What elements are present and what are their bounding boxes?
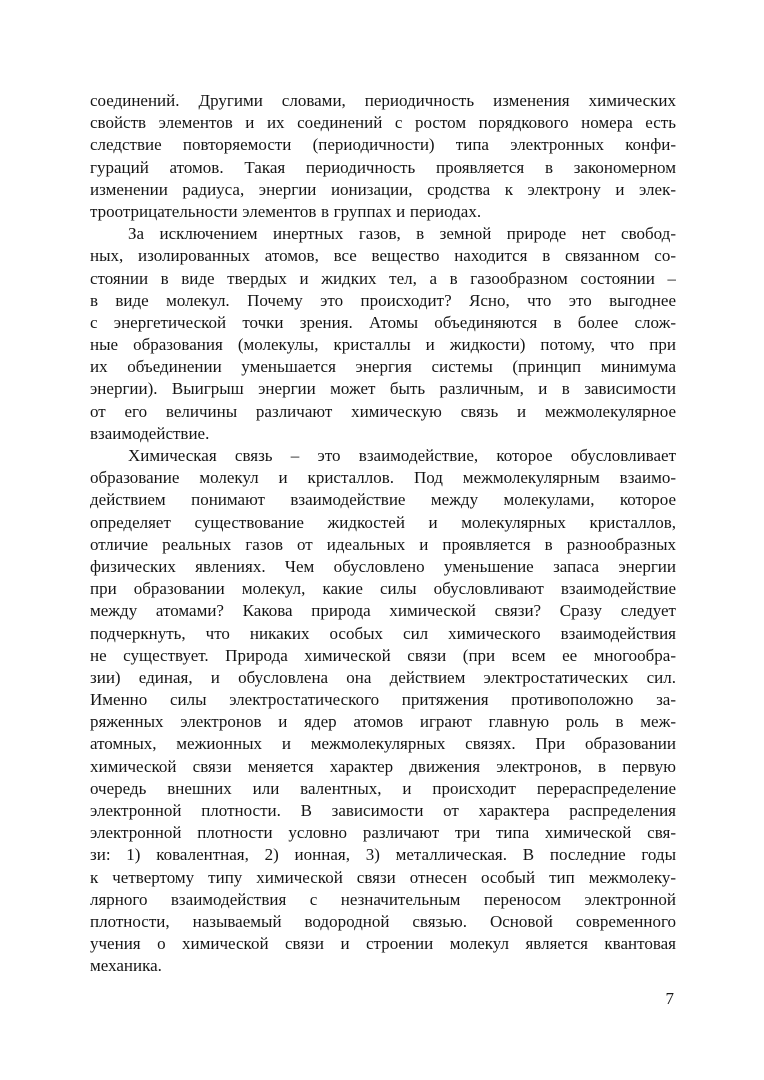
text-line: электронной плотности условно различают три типа химической свя-	[90, 823, 676, 843]
text-line: в виде молекул. Почему это происходит? Ясно, что это выгоднее	[90, 290, 676, 310]
text-line: при образовании молекул, какие силы обусловливают взаимодействие	[90, 579, 676, 599]
text-line: Химическая связь – это взаимодействие, которое обусловливает	[128, 446, 676, 465]
text-line: стоянии в виде твердых и жидких тел, а в газообразном состоянии –	[90, 268, 676, 288]
text-line: плотности, называемый водородной связью. Основой современного	[90, 911, 676, 931]
text-line: учения о химической связи и строении молекул является квантовая	[90, 934, 676, 954]
text-line: подчеркнуть, что никаких особых сил химического взаимодействия	[90, 623, 676, 643]
text-line: образование молекул и кристаллов. Под межмолекулярным взаимо-	[90, 468, 676, 488]
text-line: За исключением инертных газов, в земной природе нет свобод-	[128, 224, 676, 244]
paragraph	[90, 445, 676, 978]
text-line: их объединении уменьшается энергия системы (принцип минимума	[90, 357, 676, 377]
text-line: ные образования (молекулы, кристаллы и жидкости) потому, что при	[90, 335, 676, 355]
text-line: механика.	[90, 956, 162, 976]
paragraph	[90, 223, 676, 445]
text-line: изменении радиуса, энергии ионизации, сродства к электрону и элек-	[90, 179, 676, 199]
text-line: энергии). Выигрыш энергии может быть различным, и в зависимости	[90, 379, 676, 399]
page-number: 7	[665, 989, 674, 1008]
text-line: Именно силы электростатического притяжения противоположно за-	[90, 690, 676, 710]
text-line: троотрицательности элементов в группах и периодах.	[90, 201, 482, 221]
text-line: отличие реальных газов от идеальных и проявляется в разнообразных	[90, 534, 676, 554]
text-line: к четвертому типу химической связи отнесен особый тип межмолеку-	[90, 867, 676, 887]
text-line: физических явлениях. Чем обусловлено уменьшение запаса энергии	[90, 556, 676, 576]
text-line: действием понимают взаимодействие между молекулами, которое	[90, 490, 676, 510]
text-line: зии) единая, и обусловлена она действием электростатических сил.	[90, 667, 676, 687]
text-line: следствие повторяемости (периодичности) типа электронных конфи-	[90, 135, 676, 155]
text-line: лярного взаимодействия с незначительным переносом электронной	[90, 889, 676, 909]
text-line: определяет существование жидкостей и молекулярных кристаллов,	[90, 512, 676, 532]
text-line: химической связи меняется характер движения электронов, в первую	[90, 756, 676, 776]
text-line: зи: 1) ковалентная, 2) ионная, 3) металлическая. В последние годы	[90, 845, 676, 865]
paragraph	[90, 90, 676, 223]
text-line: не существует. Природа химической связи (при всем ее многообра-	[90, 645, 676, 665]
text-line: атомных, межионных и межмолекулярных связях. При образовании	[90, 734, 676, 754]
text-line: взаимодействие.	[90, 423, 210, 443]
text-line: очередь внешних или валентных, и происходит перераспределение	[90, 778, 676, 798]
text-line: с энергетической точки зрения. Атомы объединяются в более слож-	[90, 312, 676, 332]
text-line: между атомами? Какова природа химической связи? Сразу следует	[90, 601, 676, 621]
text-line: соединений. Другими словами, периодичность изменения химических	[90, 91, 676, 110]
text-line: ных, изолированных атомов, все вещество находится в связанном со-	[90, 246, 676, 266]
text-line: гураций атомов. Такая периодичность проявляется в закономерном	[90, 157, 676, 177]
text-line: электронной плотности. В зависимости от характера распределения	[90, 801, 676, 820]
text-line: ряженных электронов и ядер атомов играют главную роль в меж-	[90, 712, 676, 732]
page-text	[90, 90, 676, 978]
text-line: от его величины различают химическую связь и межмолекулярное	[90, 401, 676, 421]
text-line: свойств элементов и их соединений с ростом порядкового номера есть	[90, 113, 676, 133]
